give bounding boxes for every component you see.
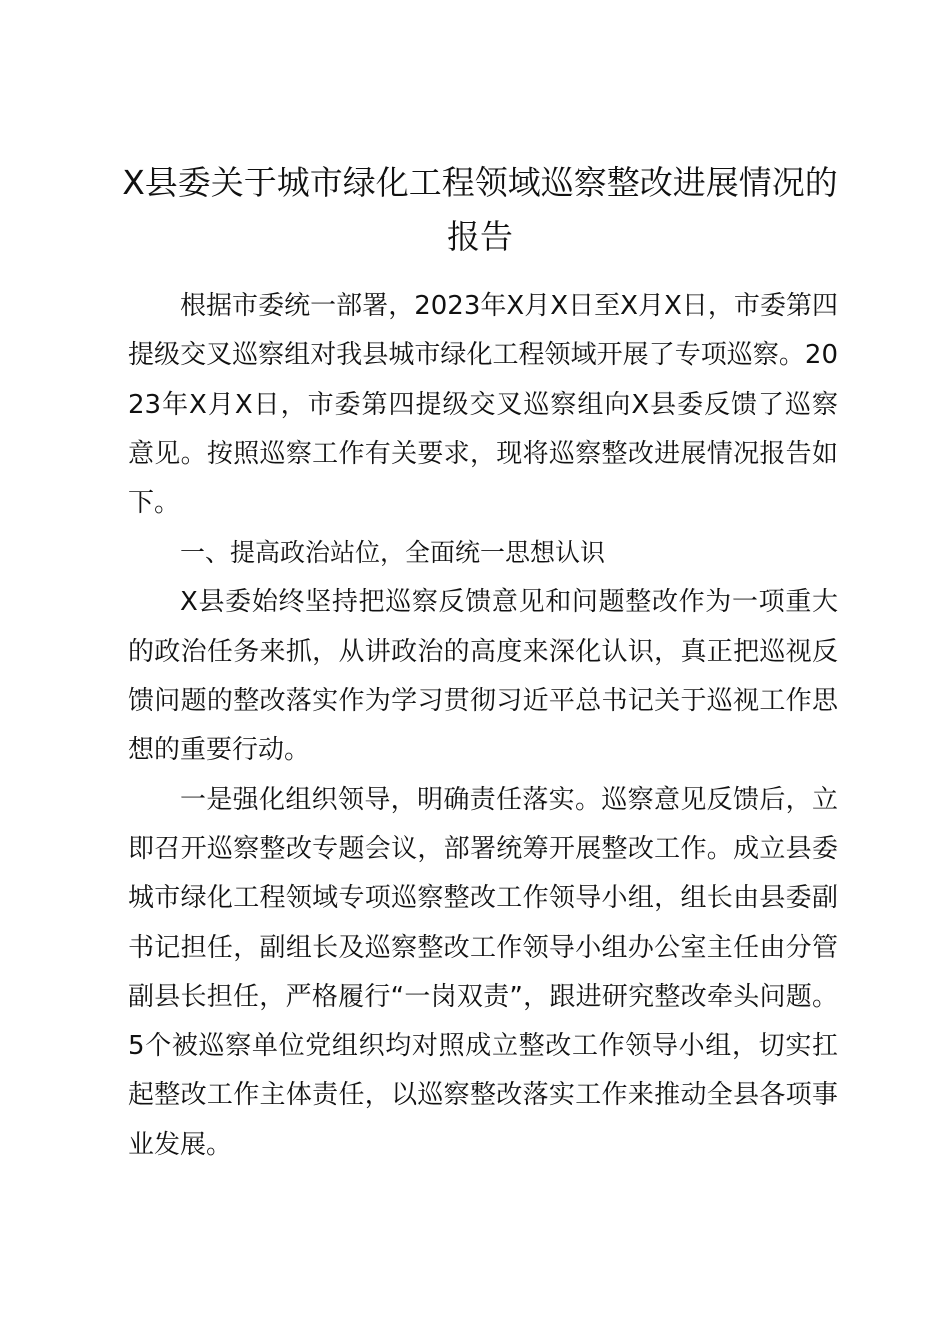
measure-1-paragraph: 一是强化组织领导，明确责任落实。巡察意见反馈后，立即召开巡察整改专题会议，部署统筹开展整改工作。成立县委城市绿化工程领域专项巡察整改工作领导小组，组长由县委副书记担任，副组长及巡察整改工作领导小组办公室主任由分管副县长担任，严格履行“一岗双责”，跟进研究整改牵头问题。5个被巡察单位党组织均对照成立整改工作领导小组，切实扛起整改工作主体责任，以巡察整改落实工作来推动全县各项事业发展。 bbox=[128, 784, 838, 1160]
section-1-paragraph: X县委始终坚持把巡察反馈意见和问题整改作为一项重大的政治任务来抓，从讲政治的高度来深化认识，真正把巡视反馈问题的整改落实作为学习贯彻习近平总书记关于巡视工作思想的重要行动。 bbox=[128, 587, 838, 766]
section-heading-1: 一、提高政治站位，全面统一思想认识 bbox=[180, 538, 606, 568]
document-title: X县委关于城市绿化工程领域巡察整改进展情况的报告 bbox=[122, 163, 838, 256]
intro-paragraph: 根据市委统一部署，2023年X月X日至X月X日，市委第四提级交叉巡察组对我县城市绿化工程领域开展了专项巡察。2023年X月X日，市委第四提级交叉巡察组向X县委反馈了巡察意见。按照巡察工作有关要求，现将巡察整改进展情况报告如下。 bbox=[128, 291, 838, 519]
document-body bbox=[128, 282, 838, 1170]
